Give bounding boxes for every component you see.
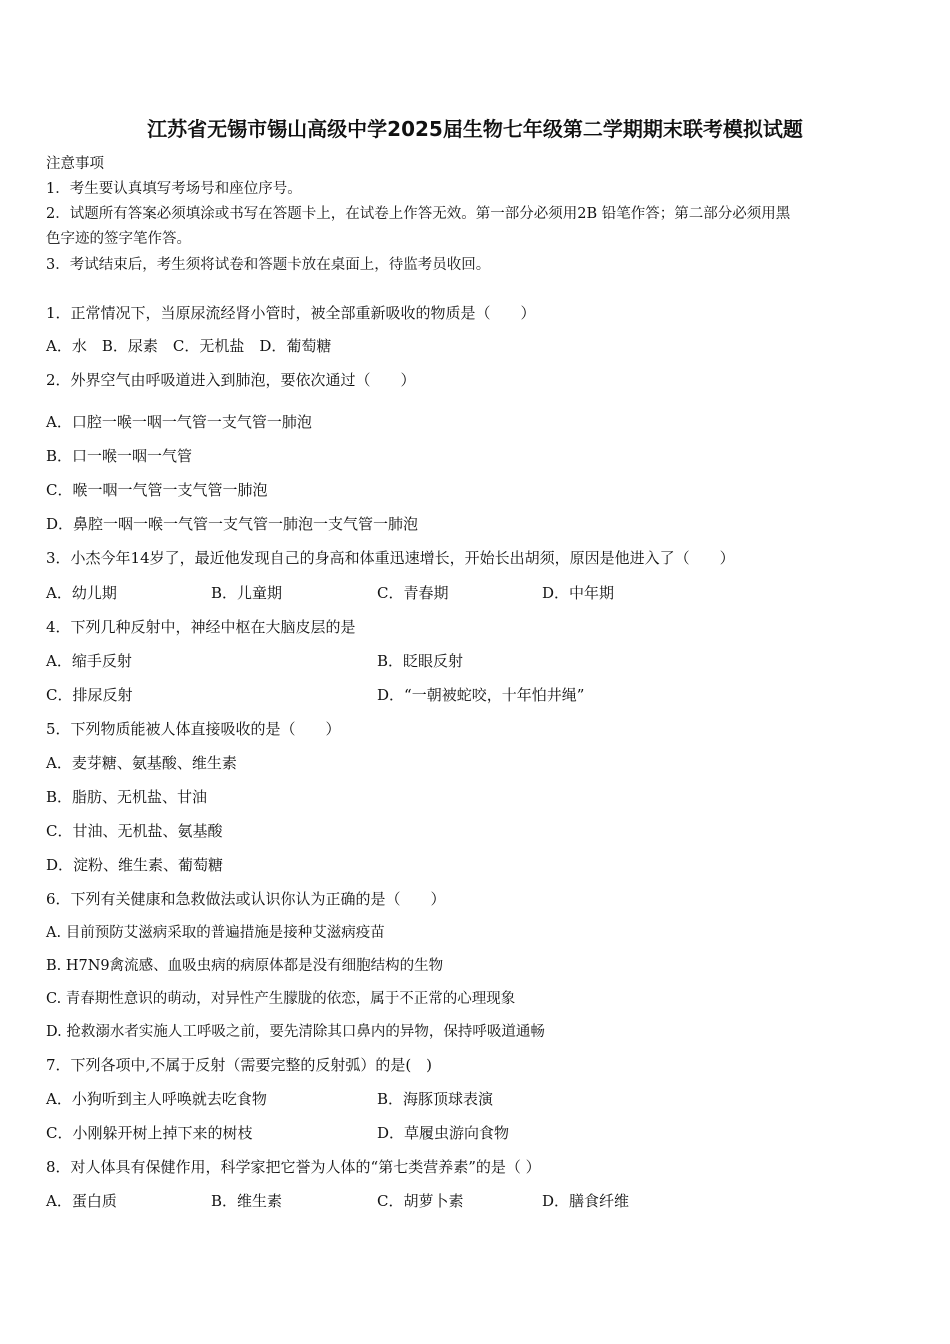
question-6-option-c: C. 青春期性意识的萌动，对异性产生朦胧的依恋，属于不正常的心理现象 [46, 991, 516, 1007]
question-8-stem: 8．对人体具有保健作用，科学家把它誉为人体的“第七类营养素”的是（ ） [46, 1158, 541, 1176]
question-3-option-b: B．儿童期 [211, 584, 283, 602]
question-6-option-a: A. 目前预防艾滋病采取的普遍措施是接种艾滋病疫苗 [46, 925, 385, 941]
question-4-stem: 4．下列几种反射中，神经中枢在大脑皮层的是 [46, 618, 356, 636]
question-8-option-d: D．膳食纤维 [542, 1192, 630, 1210]
question-8-option-b: B．维生素 [211, 1192, 283, 1210]
question-5-option-d: D．淀粉、维生素、葡萄糖 [46, 856, 224, 874]
question-4-option-a: A．缩手反射 [46, 652, 132, 670]
question-3-option-a: A．幼儿期 [46, 584, 117, 602]
question-3-stem: 3．小杰今年14岁了，最近他发现自己的身高和体重迅速增长，开始长出胡须，原因是他进入了（ ） [46, 549, 735, 567]
question-4-option-c: C．排尿反射 [46, 686, 133, 704]
question-7-option-a: A．小狗听到主人呼唤就去吃食物 [46, 1090, 267, 1108]
question-4-option-d: D．“一朝被蛇咬，十年怕井绳” [377, 686, 585, 704]
question-4-option-b: B．眨眼反射 [377, 652, 464, 670]
question-5-option-b: B．脂肪、无机盐、甘油 [46, 788, 208, 806]
notice-heading: 注意事项 [46, 156, 104, 172]
question-6-stem: 6．下列有关健康和急救做法或认识你认为正确的是（ ） [46, 890, 446, 908]
notice-item-1: 1．考生要认真填写考场号和座位序号。 [46, 181, 302, 197]
exam-title: 江苏省无锡市锡山高级中学2025届生物七年级第二学期期末联考模拟试题 [147, 117, 803, 141]
notice-item-2: 2．试题所有答案必须填涂或书写在答题卡上，在试卷上作答无效。第一部分必须用2B 铅笔作答；第二部分必须用黑 [46, 206, 791, 222]
question-8-option-a: A．蛋白质 [46, 1192, 117, 1210]
question-1-stem: 1．正常情况下，当原尿流经肾小管时，被全部重新吸收的物质是（ ） [46, 304, 536, 322]
question-2-option-a: A．口腔一喉一咽一气管一支气管一肺泡 [46, 413, 312, 431]
question-6-option-d: D. 抢救溺水者实施人工呼吸之前，要先清除其口鼻内的异物，保持呼吸道通畅 [46, 1024, 545, 1040]
question-1-options: A．水 B．尿素 C．无机盐 D．葡萄糖 [46, 337, 332, 355]
question-2-option-d: D．鼻腔一咽一喉一气管一支气管一肺泡一支气管一肺泡 [46, 515, 419, 533]
question-5-stem: 5．下列物质能被人体直接吸收的是（ ） [46, 720, 341, 738]
question-6-option-b: B. H7N9禽流感、血吸虫病的病原体都是没有细胞结构的生物 [46, 958, 444, 974]
notice-item-3: 3．考试结束后，考生须将试卷和答题卡放在桌面上，待监考员收回。 [46, 257, 491, 273]
question-3-option-d: D．中年期 [542, 584, 615, 602]
question-7-stem: 7．下列各项中,不属于反射（需要完整的反射弧）的是( ) [46, 1056, 433, 1074]
question-8-option-c: C．胡萝卜素 [377, 1192, 464, 1210]
question-2-option-b: B．口一喉一咽一气管 [46, 447, 193, 465]
question-2-stem: 2．外界空气由呼吸道进入到肺泡，要依次通过（ ） [46, 371, 416, 389]
question-3-option-c: C．青春期 [377, 584, 449, 602]
notice-item-2-cont: 色字迹的签字笔作答。 [46, 231, 191, 247]
question-7-option-c: C．小刚躲开树上掉下来的树枝 [46, 1124, 253, 1142]
question-7-option-b: B．海豚顶球表演 [377, 1090, 494, 1108]
question-7-option-d: D．草履虫游向食物 [377, 1124, 510, 1142]
question-5-option-a: A．麦芽糖、氨基酸、维生素 [46, 754, 237, 772]
question-2-option-c: C．喉一咽一气管一支气管一肺泡 [46, 481, 268, 499]
question-5-option-c: C．甘油、无机盐、氨基酸 [46, 822, 223, 840]
